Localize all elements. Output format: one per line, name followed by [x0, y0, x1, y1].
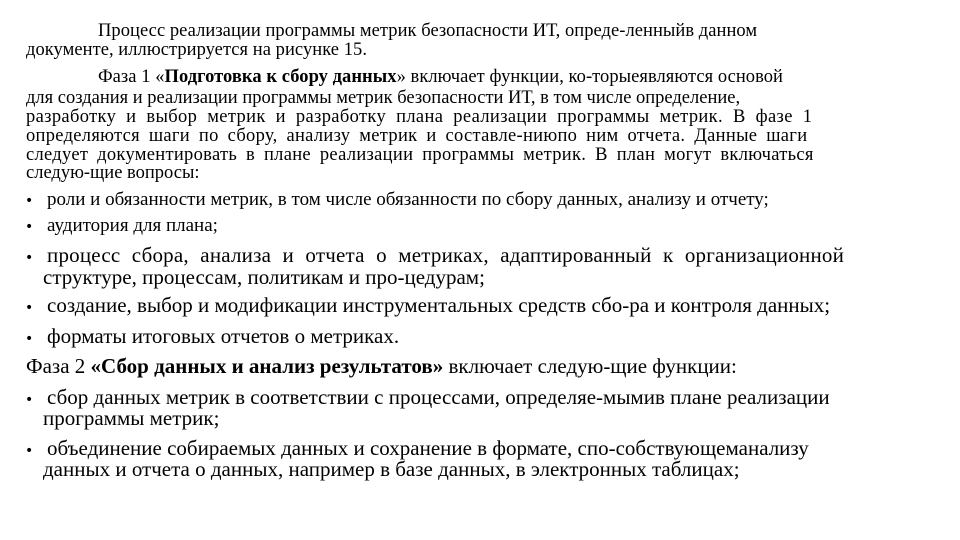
- bullet-icon: •: [25, 250, 34, 266]
- bullet-icon: •: [25, 219, 34, 235]
- phase-2-heading: [26, 356, 737, 377]
- paragraph-1-line-1: Процесс реализации программы метрик безопасности ИТ, опреде-ленныйв данном: [98, 21, 758, 41]
- bullet-icon: •: [25, 331, 34, 347]
- paragraph-1-line-2: документе, иллюстрируется на рисунке 15.: [26, 40, 367, 60]
- phase-1-bullet-3-line-1: процесс сбора, анализа и отчета о метриках, адаптированный к организационной: [47, 243, 845, 267]
- paragraph-2-line-5: следует документировать в плане реализации программы метрик. В план могут включаться: [26, 145, 814, 165]
- phase-1-bullet-4: создание, выбор и модификации инструментальных средств сбо-ра и контроля данных;: [47, 293, 831, 317]
- bullet-icon: •: [25, 443, 34, 459]
- phase-2-bullet-1-line-1: сбор данных метрик в соответствии с процессами, определяе-мымив плане реализации: [47, 385, 830, 409]
- phase-2-bullet-2-line-1: объединение собираемых данных и сохранение в формате, спо-собствующеманализу: [47, 436, 809, 460]
- phase-2-bullet-1-line-2: программы метрик;: [43, 406, 220, 430]
- phase-2-bullet-2-line-2: данных и отчета о данных, например в базе данных, в электронных таблицах;: [43, 457, 740, 481]
- paragraph-2-line-1: [98, 68, 783, 87]
- phase-1-bullet-5: форматы итоговых отчетов о метриках.: [47, 324, 400, 348]
- paragraph-2-line-6: следую-щие вопросы:: [26, 163, 200, 183]
- phase-1-bullet-1: роли и обязанности метрик, в том числе обязанности по сбору данных, анализу и отчету;: [47, 189, 769, 210]
- bullet-icon: •: [25, 300, 34, 316]
- phase-1-suffix: » включает функции, ко-торыеявляются основой: [396, 67, 784, 87]
- paragraph-2-line-4: определяются шаги по сбору, анализу метрик и составле-ниюпо ним отчета. Данные шаги: [26, 126, 808, 146]
- phase-1-title: Подготовка к сбору данных: [164, 67, 397, 87]
- phase-1-bullet-2: аудитория для плана;: [47, 215, 218, 236]
- bullet-icon: •: [25, 392, 34, 408]
- phase-1-prefix: Фаза 1 «: [98, 67, 165, 87]
- phase-2-title: «Сбор данных и анализ результатов»: [90, 354, 444, 378]
- paragraph-2-line-3: разработку и выбор метрик и разработку плана реализации программы метрик. В фазе 1: [26, 107, 813, 127]
- phase-2-suffix: включает следую-щие функции:: [443, 354, 737, 378]
- paragraph-2-line-2-text: для создания и реализации программы метрик безопасности ИТ, в том числе определение,: [26, 88, 741, 108]
- phase-2-prefix: Фаза 2: [26, 354, 91, 378]
- phase-1-bullet-3-line-2: структуре, процессам, политикам и про-цедурам;: [43, 265, 485, 289]
- paragraph-2-line-2: [26, 89, 932, 108]
- bullet-icon: •: [25, 193, 34, 209]
